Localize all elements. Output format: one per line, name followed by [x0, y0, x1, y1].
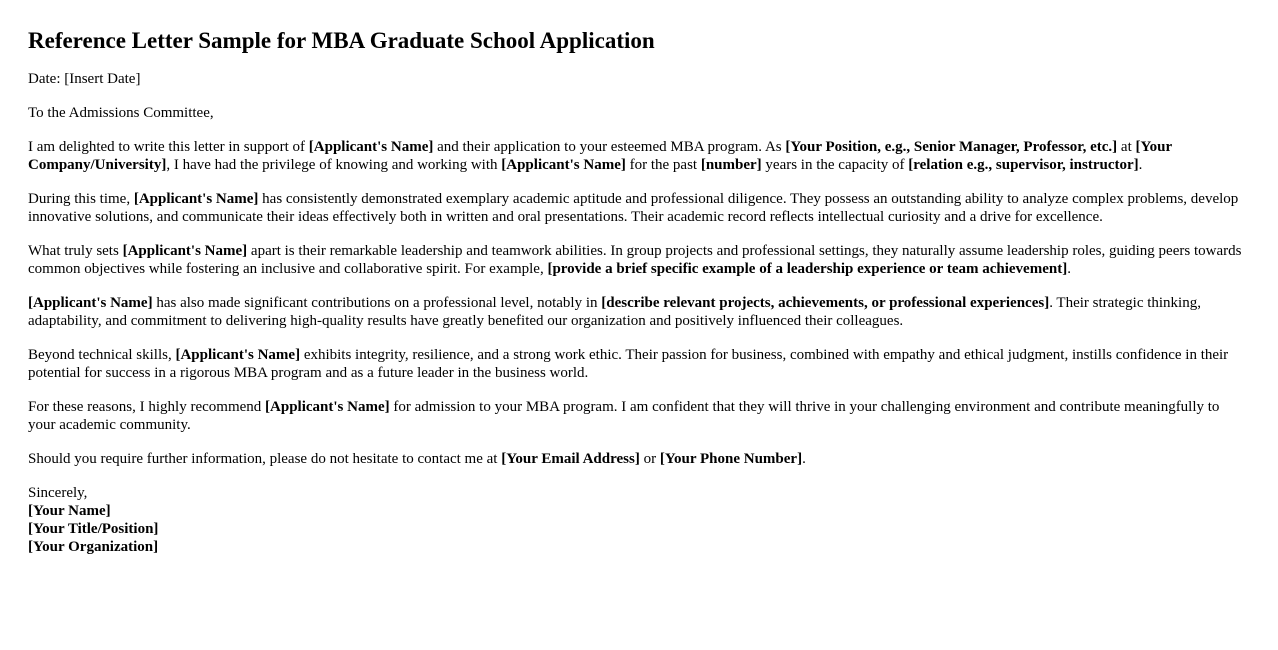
- paragraph-professional: [28, 294, 1250, 330]
- applicant-name-placeholder: [Applicant's Name]: [265, 399, 390, 415]
- phone-placeholder: [Your Phone Number]: [659, 451, 803, 467]
- text: has also made significant contributions on a professional level, notably in: [152, 295, 602, 311]
- projects-placeholder: [describe relevant projects, achievements, or professional experiences]: [601, 295, 1050, 311]
- text: For these reasons, I highly recommend: [28, 399, 266, 415]
- position-placeholder: [Your Position, e.g., Senior Manager, Professor, etc.]: [785, 139, 1118, 155]
- paragraph-leadership: [28, 242, 1250, 278]
- signer-organization: [Your Organization]: [28, 539, 159, 555]
- text: During this time,: [28, 191, 134, 207]
- text: has consistently demonstrated exemplary academic aptitude and professional diligence. They possess an outstanding ability to analyze complex problems, develop innovative solutions, and communicate their ideas effectively both in written and oral presentations. Their academic record reflects intellectual curiosity and a drive for excellence.: [28, 191, 1239, 225]
- text: .: [802, 451, 806, 467]
- date-line: Date: [Insert Date]: [28, 71, 141, 87]
- text: Should you require further information, please do not hesitate to contact me at: [28, 451, 502, 467]
- applicant-name-placeholder: [Applicant's Name]: [175, 347, 301, 363]
- paragraph-introduction: [28, 138, 1250, 174]
- signer-title: [Your Title/Position]: [28, 521, 159, 537]
- text: apart is their remarkable leadership and teamwork abilities. In group projects and professional settings, they naturally assume leadership roles, guiding peers towards common objectives while fostering an inclusive and collaborative spirit. For example,: [28, 243, 1242, 277]
- text: at: [1117, 139, 1136, 155]
- relation-placeholder: [relation e.g., supervisor, instructor]: [908, 157, 1139, 173]
- applicant-name-placeholder: [Applicant's Name]: [28, 295, 153, 311]
- paragraph-recommendation: [28, 398, 1250, 434]
- signature-block: [28, 484, 1250, 556]
- applicant-name-placeholder: [Applicant's Name]: [122, 243, 248, 259]
- text: . Their strategic thinking, adaptability, and commitment to delivering high-quality results have greatly benefited our organization and positively influenced their colleagues.: [28, 295, 1201, 329]
- salutation: To the Admissions Committee,: [28, 105, 214, 121]
- applicant-name-placeholder: [Applicant's Name]: [501, 157, 626, 173]
- text: I am delighted to write this letter in support of: [28, 139, 309, 155]
- text: for admission to your MBA program. I am confident that they will thrive in your challenging environment and contribute meaningfully to your academic community.: [28, 399, 1220, 433]
- text: years in the capacity of: [761, 157, 909, 173]
- page-title: Reference Letter Sample for MBA Graduate School Application: [28, 28, 655, 53]
- paragraph-contact: [28, 450, 1250, 468]
- leadership-example-placeholder: [provide a brief specific example of a leadership experience or team achievement]: [547, 261, 1068, 277]
- applicant-name-placeholder: [Applicant's Name]: [133, 191, 259, 207]
- text: for the past: [625, 157, 701, 173]
- text: exhibits integrity, resilience, and a strong work ethic. Their passion for business, combined with empathy and ethical judgment, instills confidence in their potential for success in a rigorous MBA program and as a future leader in the business world.: [28, 347, 1229, 381]
- text: , I have had the privilege of knowing and working with: [166, 157, 502, 173]
- email-placeholder: [Your Email Address]: [501, 451, 640, 467]
- company-placeholder: [Your Company/University]: [28, 139, 1172, 173]
- text: and their application to your esteemed MBA program. As: [433, 139, 786, 155]
- signer-name: [Your Name]: [28, 503, 111, 519]
- paragraph-academic: [28, 190, 1250, 226]
- text: .: [1138, 157, 1143, 173]
- text: .: [1067, 261, 1071, 277]
- text: or: [639, 451, 660, 467]
- text: What truly sets: [28, 243, 123, 259]
- valediction: Sincerely,: [28, 485, 88, 501]
- paragraph-character: [28, 346, 1250, 382]
- number-placeholder: [number]: [700, 157, 762, 173]
- applicant-name-placeholder: [Applicant's Name]: [308, 139, 434, 155]
- text: Beyond technical skills,: [28, 347, 176, 363]
